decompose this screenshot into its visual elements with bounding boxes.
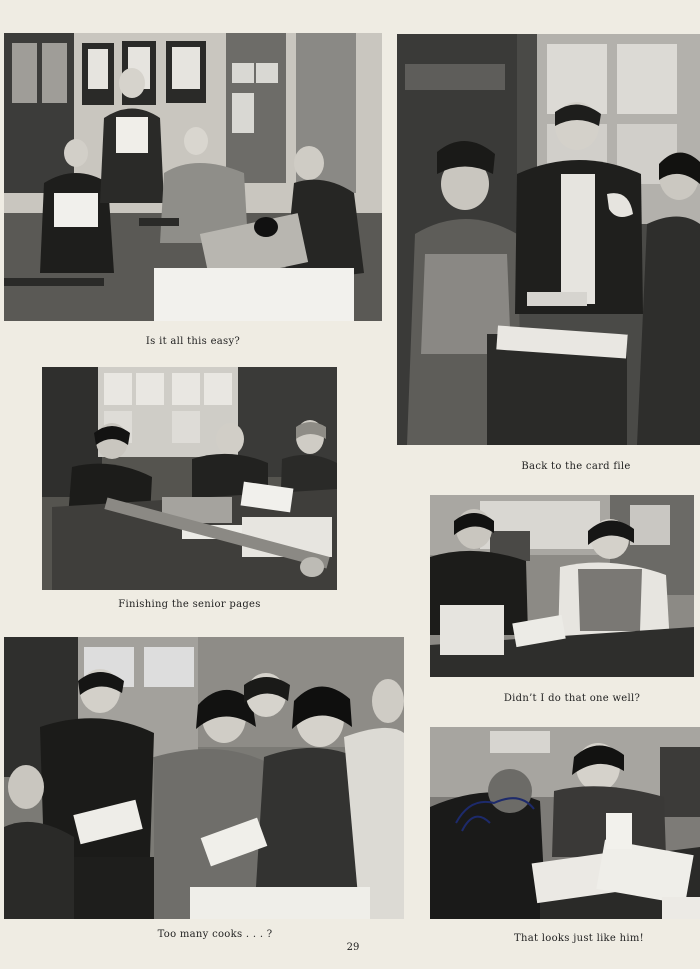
photo-like-him [430, 727, 700, 919]
caption-card-file: Back to the card file [521, 461, 631, 472]
photo-did-well [430, 495, 694, 677]
caption-like-him: That looks just like him! [514, 933, 644, 944]
photo-classroom [4, 33, 382, 321]
photo-card-file [397, 34, 700, 445]
photo-senior-pages [42, 367, 337, 590]
caption-many-cooks: Too many cooks . . . ? [157, 929, 273, 940]
caption-classroom: Is it all this easy? [145, 336, 241, 347]
photo-many-cooks [4, 637, 404, 919]
caption-did-well: Didn’t I do that one well? [503, 693, 641, 704]
caption-senior-pages: Finishing the senior pages [118, 599, 261, 610]
page-number: 29 [346, 942, 360, 953]
